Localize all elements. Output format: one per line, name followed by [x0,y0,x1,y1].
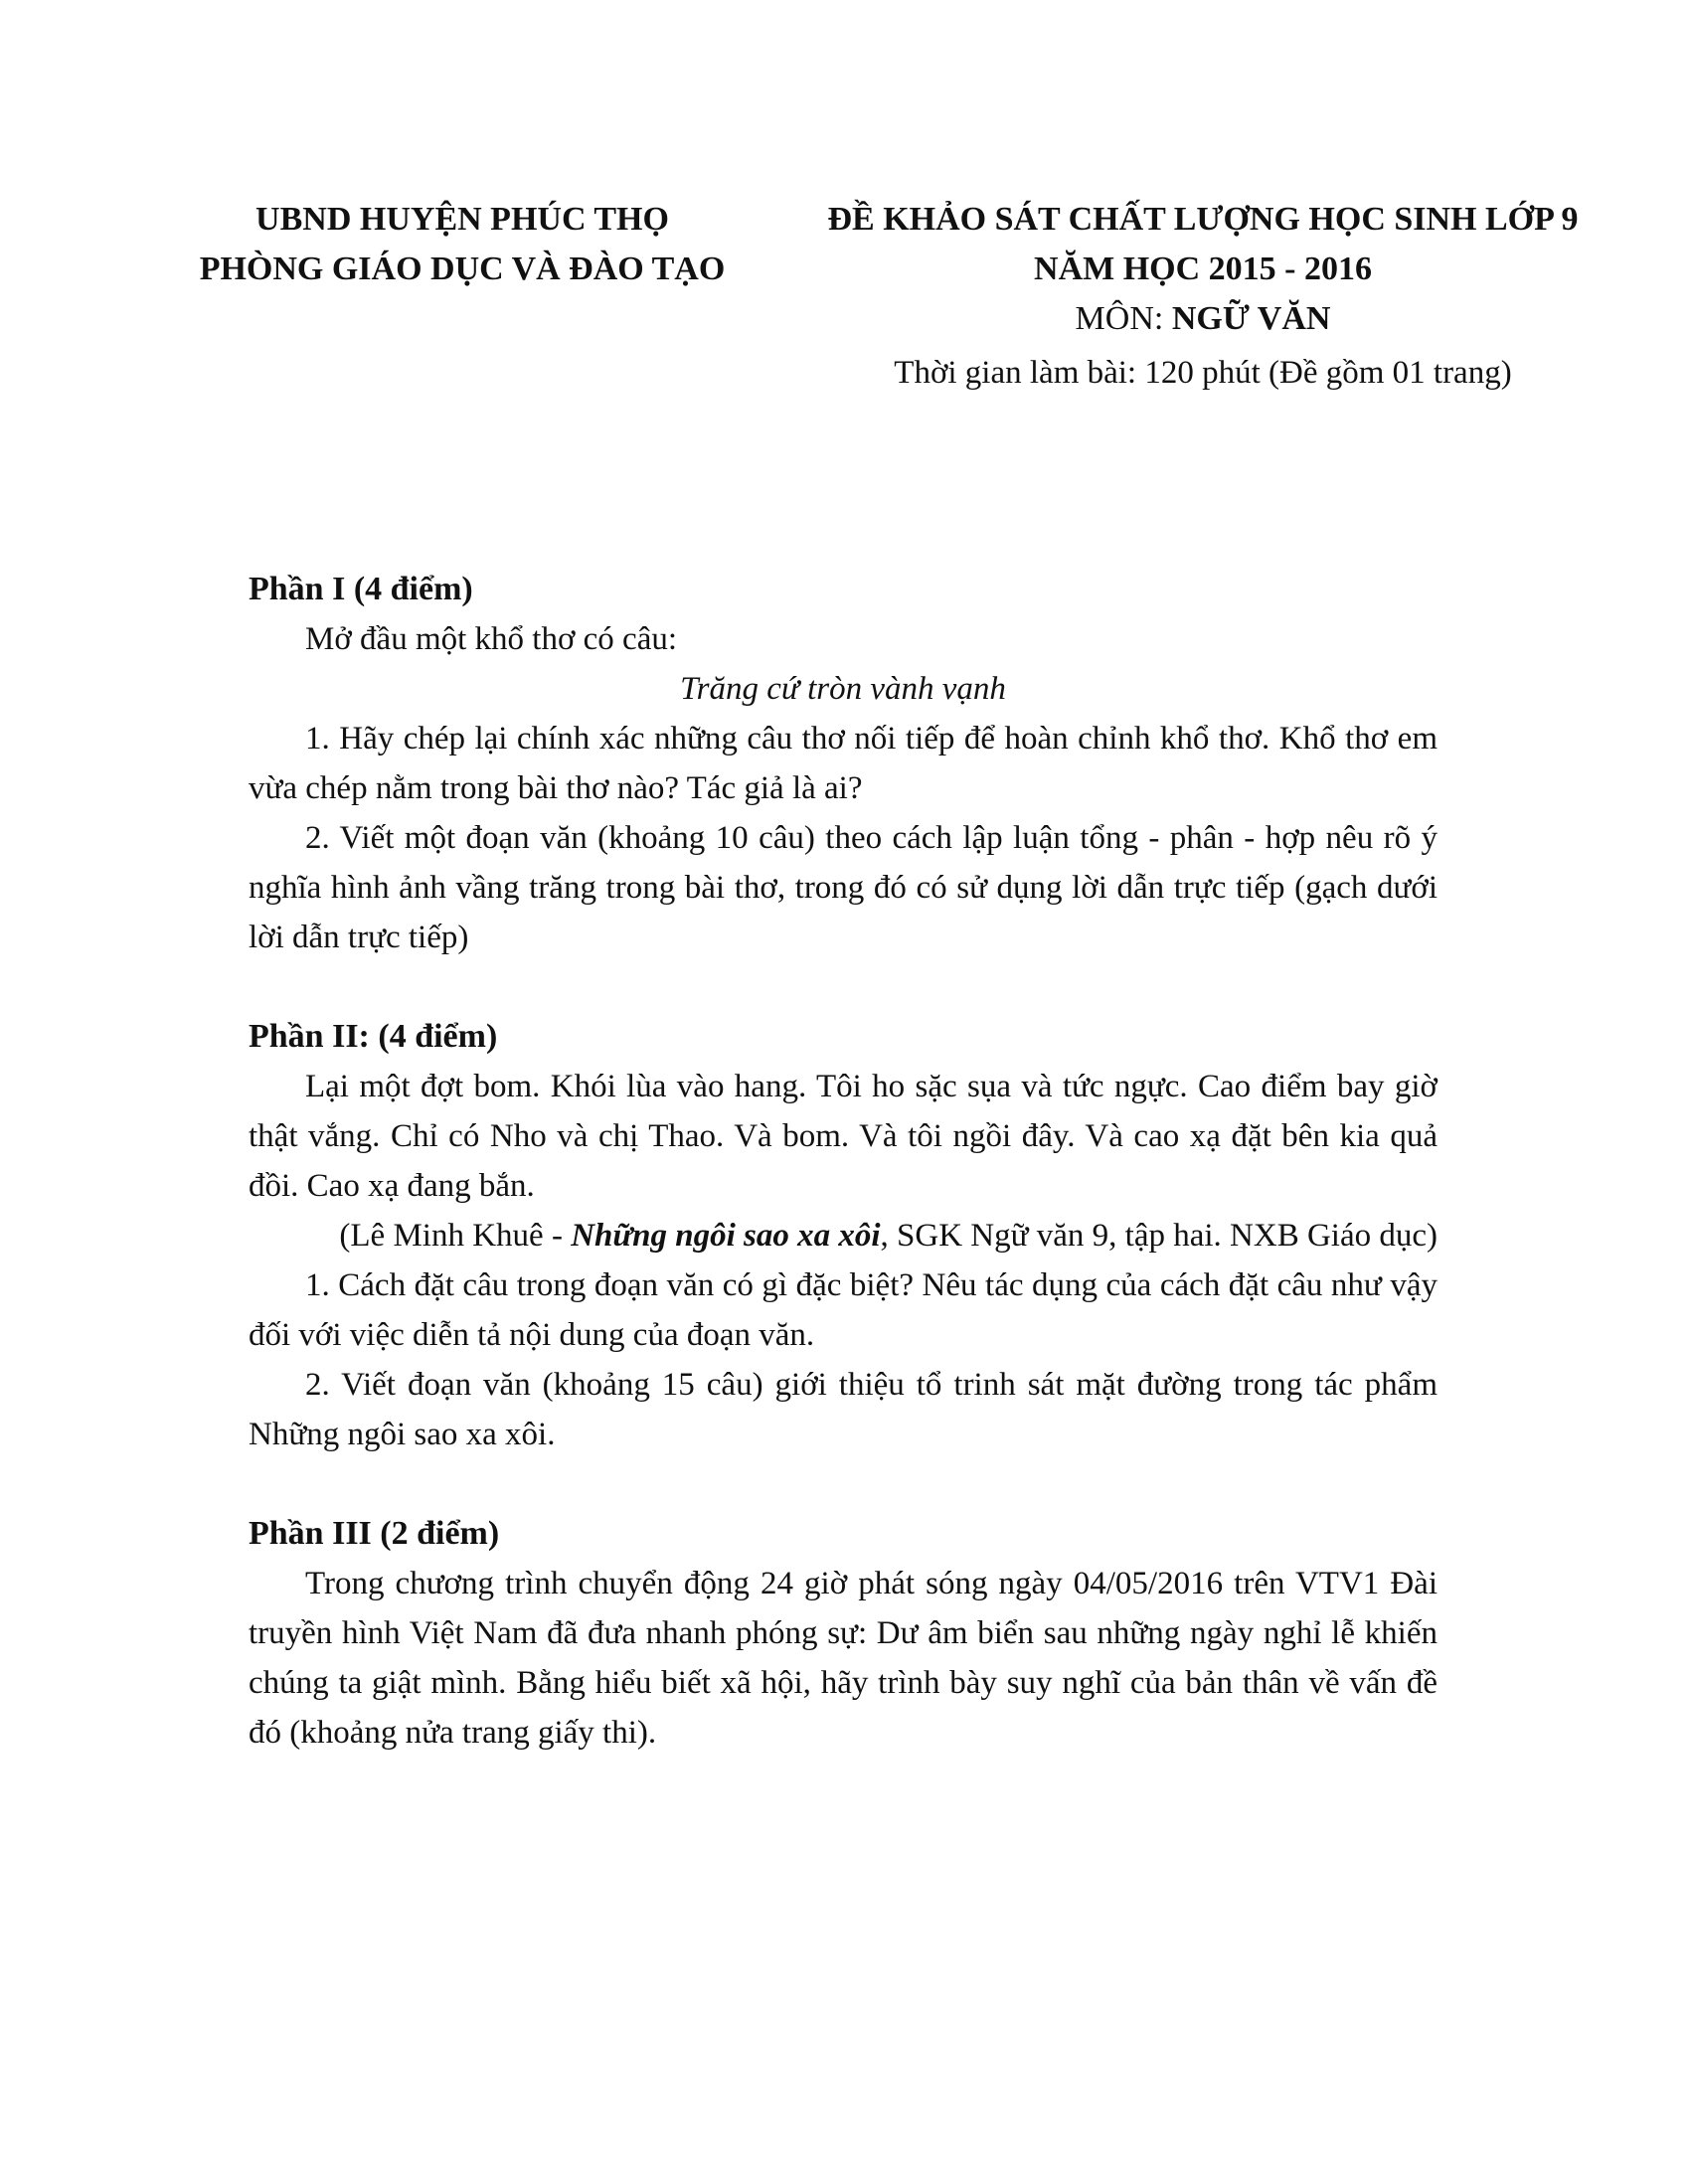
issuer-line-2: PHÒNG GIÁO DỤC VÀ ĐÀO TẠO [199,251,726,287]
part-2-question-2: 2. Viết đoạn văn (khoảng 15 câu) giới thiệu tổ trinh sát mặt đường trong tác phẩm Những ngôi sao xa xôi. [249,1367,1437,1452]
exam-title-block [815,195,1591,398]
part-2-question-1: 1. Cách đặt câu trong đoạn văn có gì đặc biệt? Nêu tác dụng của cách đặt câu như vậy đối với việc diễn tả nội dung của đoạn văn. [249,1267,1437,1353]
source-prefix: (Lê Minh Khuê - [339,1218,572,1254]
part-1-title: Phần I (4 điểm) [249,571,473,607]
part-1-quote: Trăng cứ tròn vành vạnh [680,671,1006,707]
part-2-passage: Lại một đợt bom. Khói lùa vào hang. Tôi ho sặc sụa và tức ngực. Cao điểm bay giờ thật vắng. Chỉ có Nho và chị Thao. Và bom. Và tôi ngồi đây. Và cao xạ đặt bên kia quả đồi. Cao xạ đang bắn. [249,1069,1437,1204]
time-note: Thời gian làm bài: 120 phút (Đề gồm 01 trang) [894,355,1512,391]
part-2-source [249,1211,1437,1260]
part-1-intro: Mở đầu một khổ thơ có câu: [305,621,678,657]
school-year: NĂM HỌC 2015 - 2016 [1034,251,1372,287]
part-3-prompt: Trong chương trình chuyển động 24 giờ phát sóng ngày 04/05/2016 trên VTV1 Đài truyền hình Việt Nam đã đưa nhanh phóng sự: Dư âm biển sau những ngày nghỉ lễ khiến chúng ta giật mình. Bằng hiểu biết xã hội, hãy trình bày suy nghĩ của bản thân về vấn đề đó (khoảng nửa trang giấy thi). [249,1566,1437,1751]
exam-body [249,565,1437,1758]
part-3 [249,1509,1437,1758]
subject-name: NGỮ VĂN [1171,300,1331,337]
part-2-title: Phần II: (4 điểm) [249,1018,498,1055]
issuer-block [179,195,746,294]
exam-title: ĐỀ KHẢO SÁT CHẤT LƯỢNG HỌC SINH LỚP 9 [827,201,1579,238]
part-1-question-2: 2. Viết một đoạn văn (khoảng 10 câu) theo cách lập luận tổng - phân - hợp nêu rõ ý nghĩa hình ảnh vầng trăng trong bài thơ, trong đó có sử dụng lời dẫn trực tiếp (gạch dưới lời dẫn trực tiếp) [249,820,1437,955]
part-1-question-1: 1. Hãy chép lại chính xác những câu thơ nối tiếp để hoàn chỉnh khổ thơ. Khổ thơ em vừa chép nằm trong bài thơ nào? Tác giả là ai? [249,721,1437,806]
section-spacer [249,962,1437,1012]
source-work-title: Những ngôi sao xa xôi [571,1218,881,1254]
source-suffix: , SGK Ngữ văn 9, tập hai. NXB Giáo dục) [880,1218,1437,1254]
issuer-line-1: UBND HUYỆN PHÚC THỌ [255,201,669,238]
section-spacer [249,1459,1437,1509]
part-2 [249,1012,1437,1459]
part-1 [249,565,1437,962]
subject-prefix: MÔN: [1075,300,1172,337]
subject-line [815,294,1591,344]
part-3-title: Phần III (2 điểm) [249,1515,500,1552]
